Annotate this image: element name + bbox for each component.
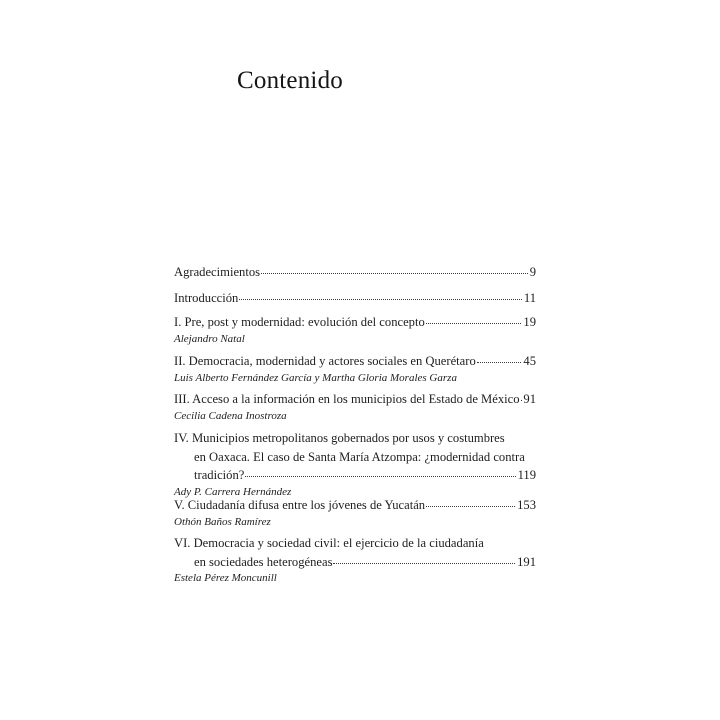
toc-line [174, 496, 536, 515]
toc-entry-author: Alejandro Natal [174, 332, 245, 345]
page-title: Contenido [237, 66, 343, 94]
toc-line [174, 448, 536, 467]
toc-page-number: 191 [517, 554, 536, 569]
dot-leader [426, 323, 522, 324]
toc-entry-title-continued: en sociedades heterogéneas [194, 554, 333, 569]
toc-page-number: 91 [523, 392, 536, 406]
dot-leader [426, 506, 515, 507]
toc-entry-chapter-1[interactable] [174, 313, 536, 346]
toc-entry-title: I. Pre, post y modernidad: evolución del concepto [174, 315, 425, 329]
toc-entry-title: III. Acceso a la información en los municipios del Estado de México [174, 392, 520, 406]
toc-entry-chapter-2[interactable] [174, 352, 536, 385]
toc-page-number: 119 [517, 468, 536, 482]
toc-line [174, 429, 536, 448]
toc-entry-agradecimientos[interactable] [174, 263, 536, 282]
toc-line [174, 352, 536, 371]
dot-leader [245, 476, 515, 477]
dot-leader [261, 273, 528, 274]
toc-entry-title: Introducción [174, 291, 239, 305]
toc-page-number: 11 [523, 291, 536, 305]
toc-line [174, 553, 536, 572]
toc-entry-title: IV. Municipios metropolitanos gobernados por usos y costumbres [174, 431, 505, 445]
toc-page-number: 19 [523, 315, 536, 329]
toc-line [174, 313, 536, 332]
toc-entry-chapter-4[interactable] [174, 429, 536, 499]
toc-entry-title: V. Ciudadanía difusa entre los jóvenes de Yucatán [174, 498, 426, 512]
toc-entry-author: Ady P. Carrera Hernández [174, 485, 292, 498]
toc-line [174, 263, 536, 282]
toc-entry-chapter-6[interactable] [174, 534, 536, 585]
toc-page-number: 45 [523, 354, 536, 368]
toc-entry-author: Luis Alberto Fernández García y Martha Gloria Morales Garza [174, 371, 457, 384]
toc-entry-title-continued: tradición? [194, 468, 245, 482]
toc-entry-author: Cecilia Cadena Inostroza [174, 409, 287, 422]
toc-entry-author: Estela Pérez Moncunill [174, 572, 277, 584]
toc-entry-title: VI. Democracia y sociedad civil: el ejercicio de la ciudadanía [174, 536, 484, 550]
toc-entry-chapter-5[interactable] [174, 496, 536, 529]
toc-line [174, 390, 536, 409]
dot-leader [239, 299, 522, 300]
toc-page-number: 153 [517, 498, 536, 512]
toc-line [174, 534, 536, 553]
dot-leader [477, 362, 522, 363]
toc-entry-title-continued: en Oaxaca. El caso de Santa María Atzompa: ¿modernidad contra [194, 449, 525, 464]
toc-line [174, 289, 536, 308]
dot-leader [333, 563, 515, 564]
toc-line [174, 466, 536, 485]
dot-leader [521, 400, 522, 401]
toc-entry-title: II. Democracia, modernidad y actores sociales en Querétaro [174, 354, 476, 368]
toc-entry-introduccion[interactable] [174, 289, 536, 308]
toc-entry-author: Othón Baños Ramírez [174, 515, 271, 528]
toc-entry-chapter-3[interactable] [174, 390, 536, 423]
toc-page-number: 9 [529, 265, 536, 279]
toc-entry-title: Agradecimientos [174, 265, 261, 279]
